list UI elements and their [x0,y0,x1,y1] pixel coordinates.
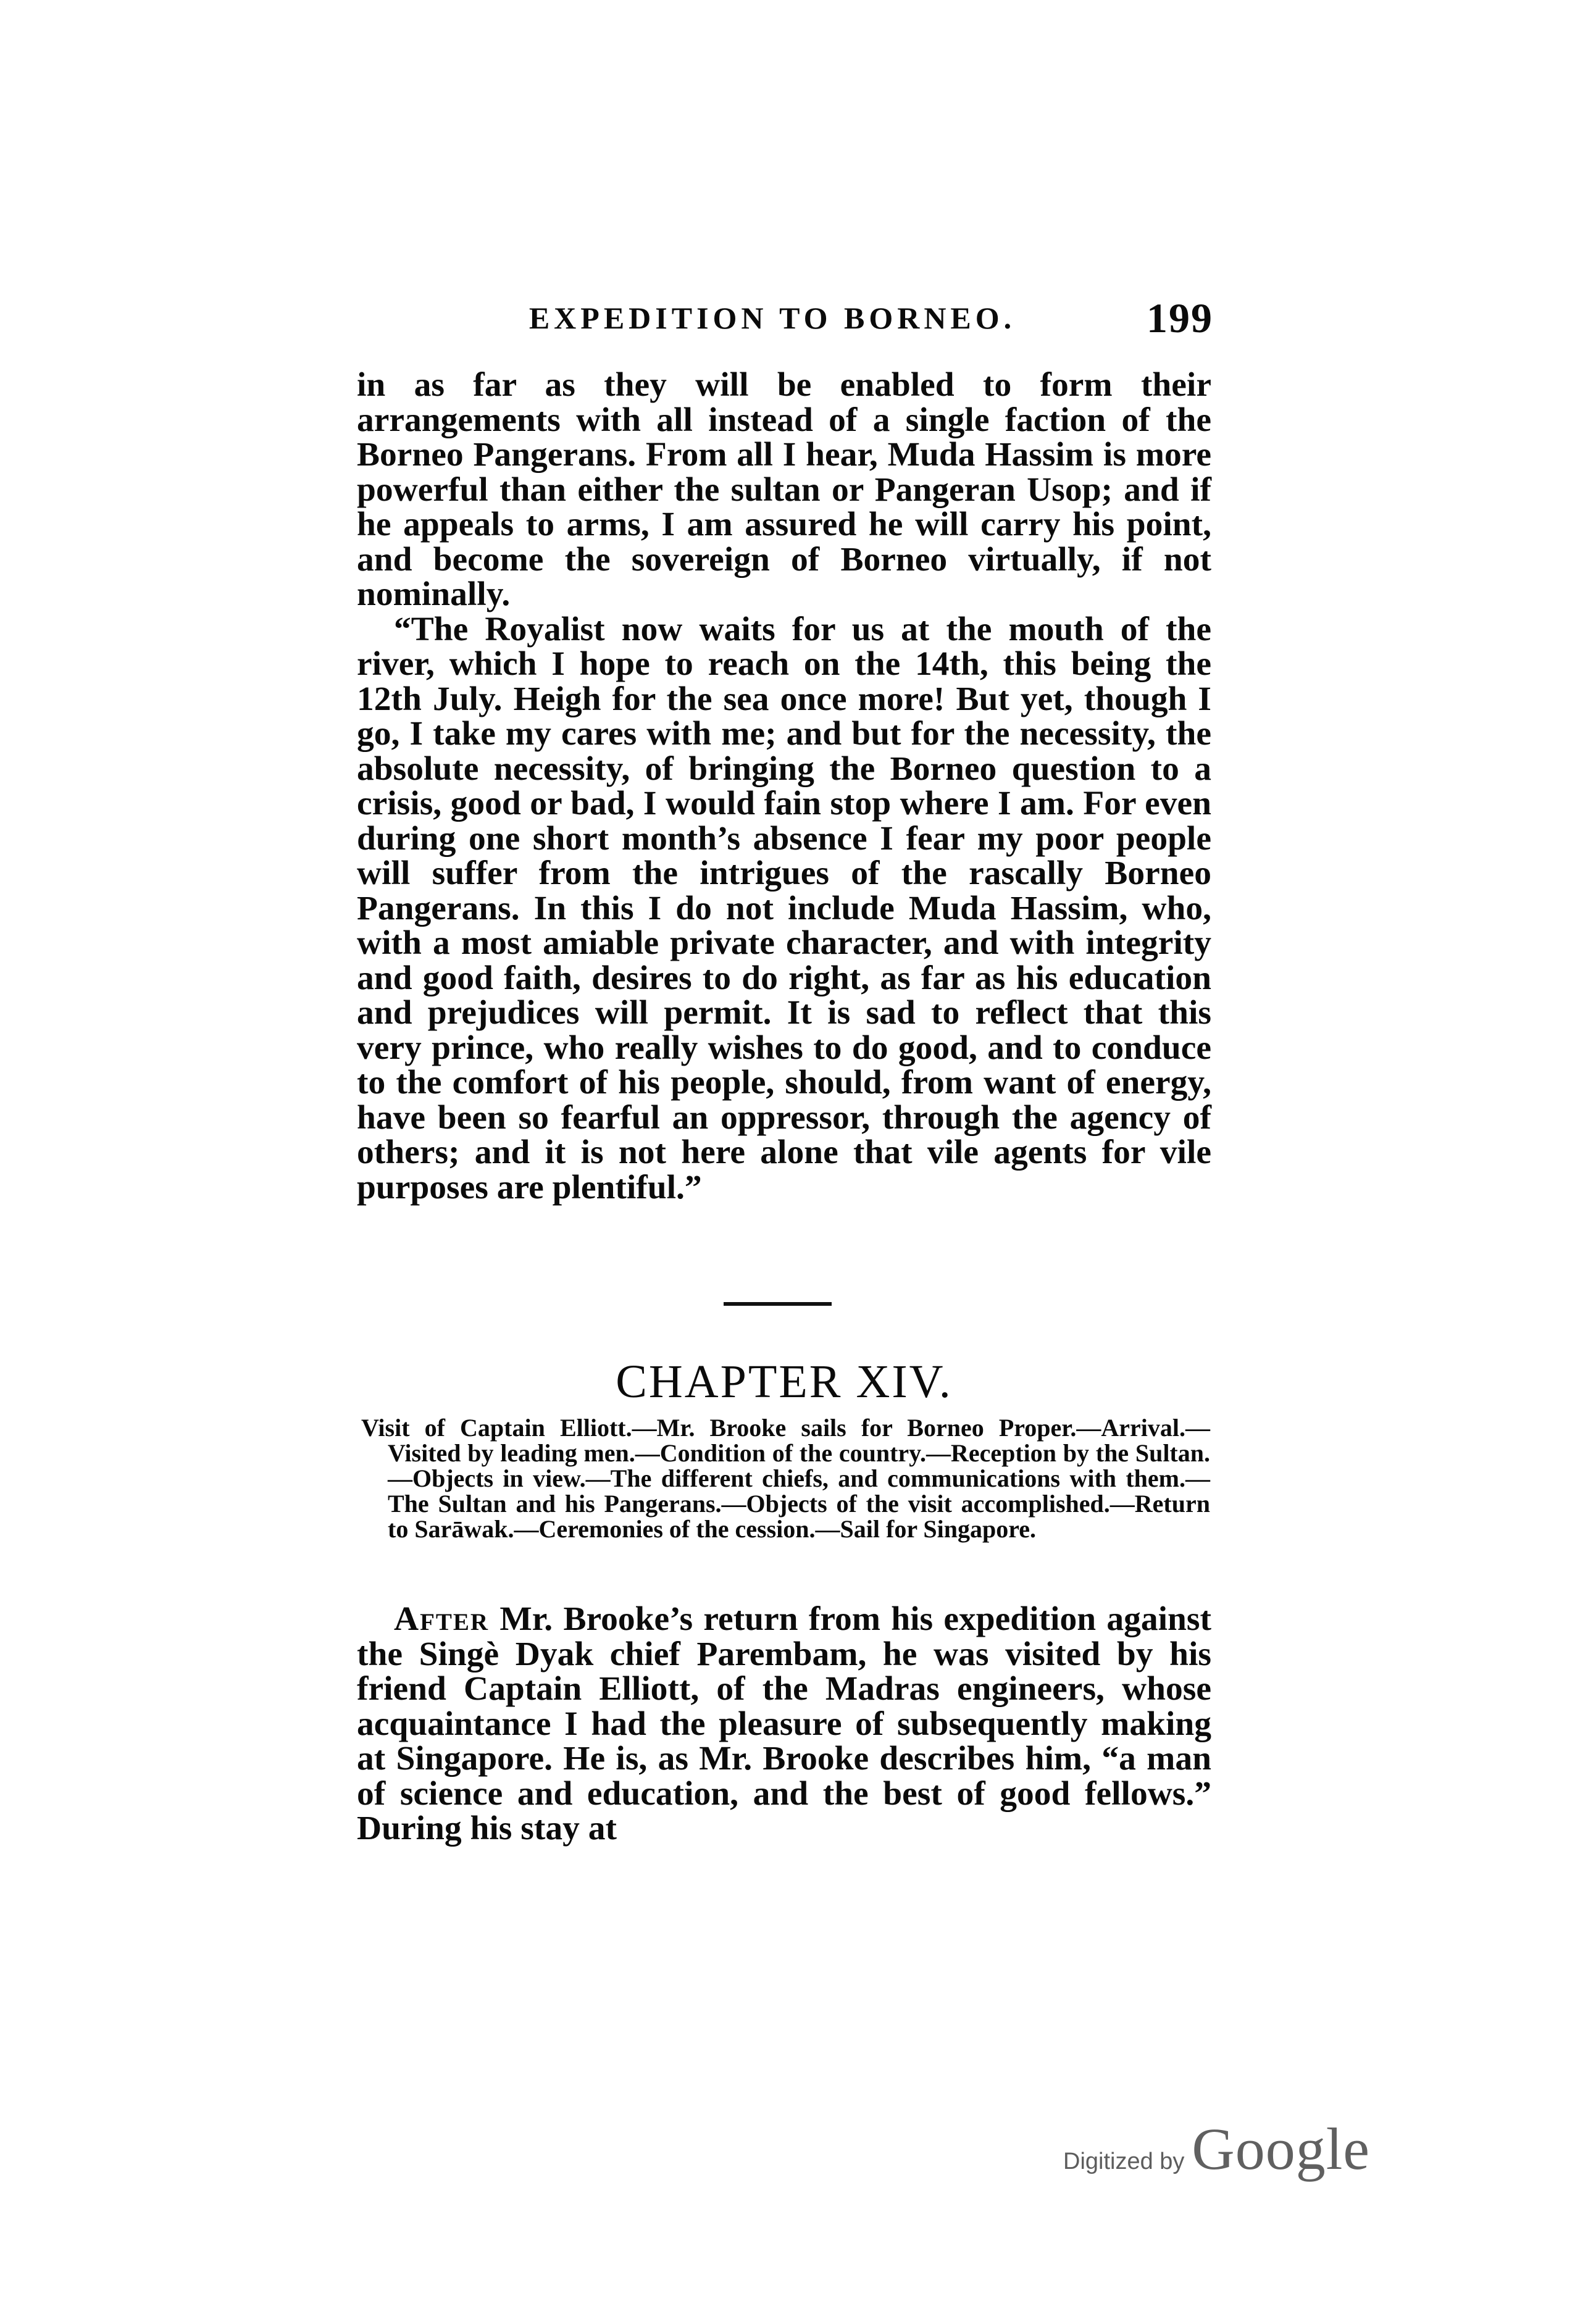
digitized-by-label: Digitized by [1063,2149,1185,2174]
running-title: EXPEDITION TO BORNEO. [529,301,1016,335]
chapter-heading: CHAPTER XIV. [616,1356,953,1408]
chapter-synopsis-text: Visit of Captain Elliott.—Mr. Brooke sails for Borneo Proper.—Arrival.—Visited by leading men.—Condition of the country.—Reception by the Sultan.—Objects in view.—The different chiefs, and communications with them.—The Sultan and his Pangerans.—Objects of the visit accomplished.—Return to Sarāwak.—Ceremonies of the cession.—Sail for Singapore. [361,1414,1210,1543]
paragraph-quotation: “The Royalist now waits for us at the mouth of the river, which I hope to reach on the 14th, this being the 12th July. Heigh for the sea once more! But yet, though I go, I take my cares with me; and but for the necessity, the absolute necessity, of bringing the Borneo question to a crisis, good or bad, I would fain stop where I am. For even during one short month’s absence I fear my poor people will suffer from the intrigues of the rascally Borneo Pangerans. In this I do not include Muda Hassim, who, with a most amiable private character, and with integrity and good faith, desires to do right, as far as his education and prejudices will permit. It is sad to reflect that this very prince, who really wishes to do good, and to conduce to the comfort of his people, should, from want of energy, have been so fearful an oppressor, through the agency of others; and it is not here alone that vile agents for vile purposes are plentiful.” [357,610,1211,1206]
digitization-watermark [1063,2115,1370,2183]
chapter-lead-word: After [394,1600,490,1638]
paragraph-continued: in as far as they will be enabled to form their arrangements with all instead of a single faction of the Borneo Pangerans. From all I hear, Muda Hassim is more powerful than either the sultan or Pangeran Usop; and if he appeals to arms, I am assured he will carry his point, and become the sovereign of Borneo virtually, if not nominally. [357,366,1211,613]
body-text-bottom [357,1602,1211,1847]
chapter-synopsis [361,1415,1210,1542]
section-divider-rule [724,1302,832,1306]
chapter-paragraph-text: Mr. Brooke’s return from his expedition against the Singè Dyak chief Parembam, he was visited by his friend Captain Elliott, of the Madras engineers, whose acquaintance I had the pleasure of subsequently making at Singapore. He is, as Mr. Brooke describes him, “a man of science and education, and the best of good fellows.” During his stay at [357,1600,1211,1847]
body-text-top [357,368,1211,1205]
page-number: 199 [1147,294,1213,341]
running-head [355,293,1213,343]
chapter-opening-paragraph [357,1602,1211,1847]
google-logo: Google [1192,2116,1371,2182]
